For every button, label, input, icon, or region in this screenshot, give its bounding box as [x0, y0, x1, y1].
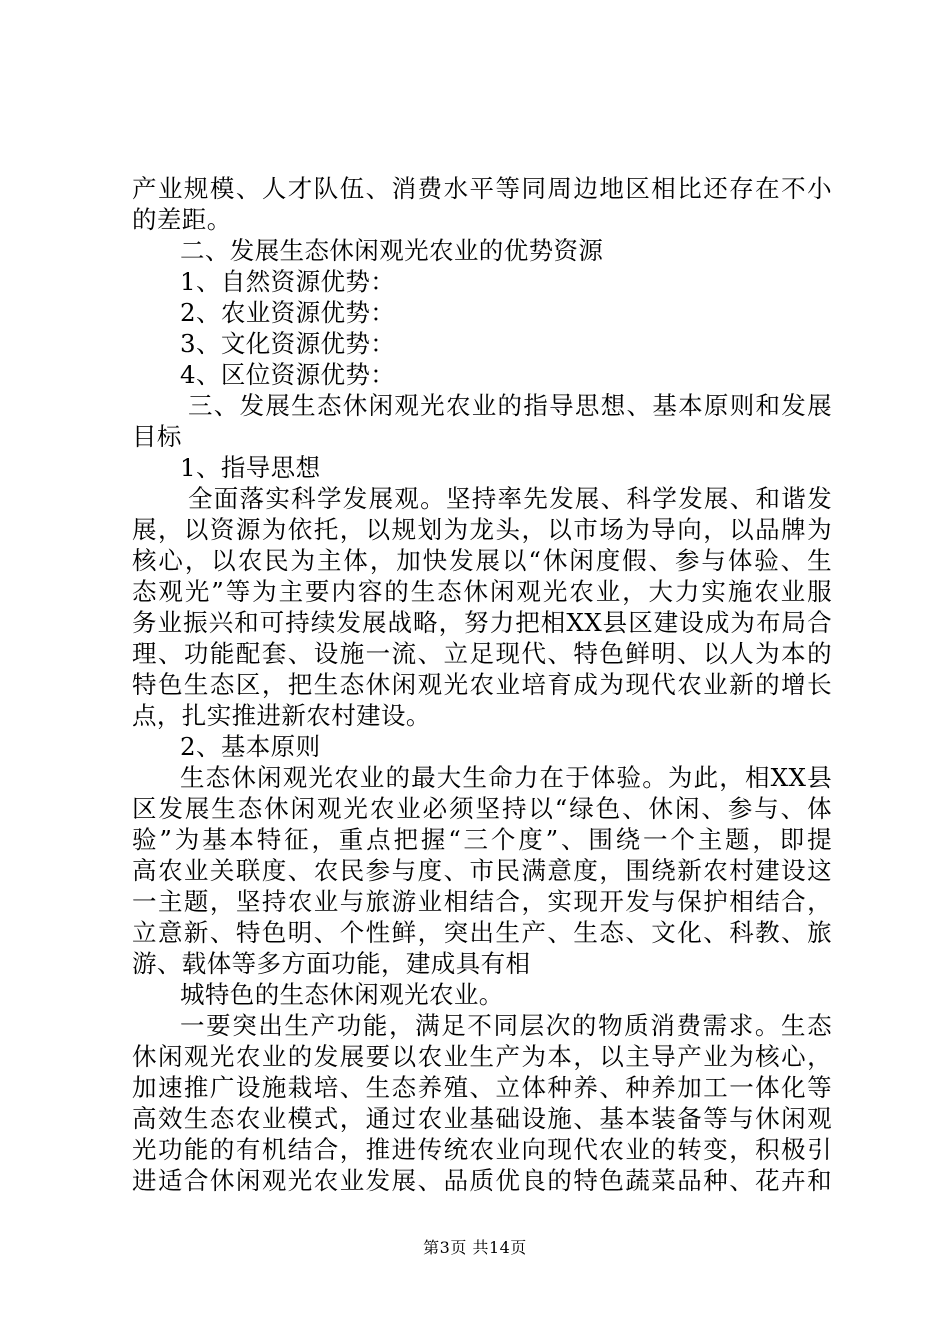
paragraph-line: 点，扎实推进新农村建设。	[132, 701, 431, 730]
paragraph-line: 高农业关联度、农民参与度、市民满意度，围绕新农村建设这	[132, 856, 832, 885]
section-heading-continuation: 目标	[132, 422, 182, 451]
section-heading: 三、发展生态休闲观光农业的指导思想、基本原则和发展	[188, 391, 832, 420]
paragraph-line: 进适合休闲观光农业发展、品质优良的特色蔬菜品种、花卉和	[132, 1166, 832, 1195]
subsection-heading: 1、指导思想	[180, 453, 321, 482]
paragraph-line: 休闲观光农业的发展要以农业生产为本，以主导产业为核心，	[132, 1042, 832, 1071]
list-item: 2、农业资源优势：	[180, 298, 396, 327]
paragraph-line: 务业振兴和可持续发展战略，努力把相XX县区建设成为布局合	[132, 608, 832, 637]
paragraph-line: 一主题，坚持农业与旅游业相结合，实现开发与保护相结合，	[132, 887, 832, 916]
paragraph-line: 全面落实科学发展观。坚持率先发展、科学发展、和谐发	[188, 484, 832, 513]
list-item: 4、区位资源优势：	[180, 360, 396, 389]
subsection-heading: 2、基本原则	[180, 732, 321, 761]
paragraph-line: 立意新、特色明、个性鲜，突出生产、生态、文化、科教、旅	[132, 918, 832, 947]
paragraph-line: 生态休闲观光农业的最大生命力在于体验。为此，相XX县	[180, 763, 832, 792]
paragraph-line: 理、功能配套、设施一流、立足现代、特色鲜明、以人为本的	[132, 639, 832, 668]
list-item: 1、自然资源优势：	[180, 267, 396, 296]
paragraph-line: 区发展生态休闲观光农业必须坚持以“绿色、休闲、参与、体	[132, 794, 832, 823]
page-number-footer: 第3页 共14页	[423, 1238, 527, 1257]
paragraph-line: 核心，以农民为主体，加快发展以“休闲度假、参与体验、生	[132, 546, 832, 575]
paragraph-line: 展，以资源为依托，以规划为龙头，以市场为导向，以品牌为	[132, 515, 832, 544]
paragraph-line: 一要突出生产功能，满足不同层次的物质消费需求。生态	[180, 1011, 832, 1040]
list-item: 3、文化资源优势：	[180, 329, 396, 358]
text-line: 产业规模、人才队伍、消费水平等同周边地区相比还存在不小	[132, 174, 832, 203]
paragraph-line: 高效生态农业模式，通过农业基础设施、基本装备等与休闲观	[132, 1104, 832, 1133]
paragraph-line: 验”为基本特征，重点把握“三个度”、围绕一个主题，即提	[132, 825, 832, 854]
paragraph-line: 态观光”等为主要内容的生态休闲观光农业，大力实施农业服	[132, 577, 832, 606]
paragraph-line: 光功能的有机结合，推进传统农业向现代农业的转变，积极引	[132, 1135, 832, 1164]
paragraph-line: 城特色的生态休闲观光农业。	[180, 980, 504, 1009]
paragraph-line: 特色生态区，把生态休闲观光农业培育成为现代农业新的增长	[132, 670, 832, 699]
text-line: 的差距。	[132, 205, 232, 234]
document-body	[132, 173, 832, 1196]
paragraph-line: 加速推广设施栽培、生态养殖、立体种养、种养加工一体化等	[132, 1073, 832, 1102]
paragraph-line: 游、载体等多方面功能，建成具有相	[132, 949, 531, 978]
section-heading: 二、发展生态休闲观光农业的优势资源	[180, 236, 604, 265]
